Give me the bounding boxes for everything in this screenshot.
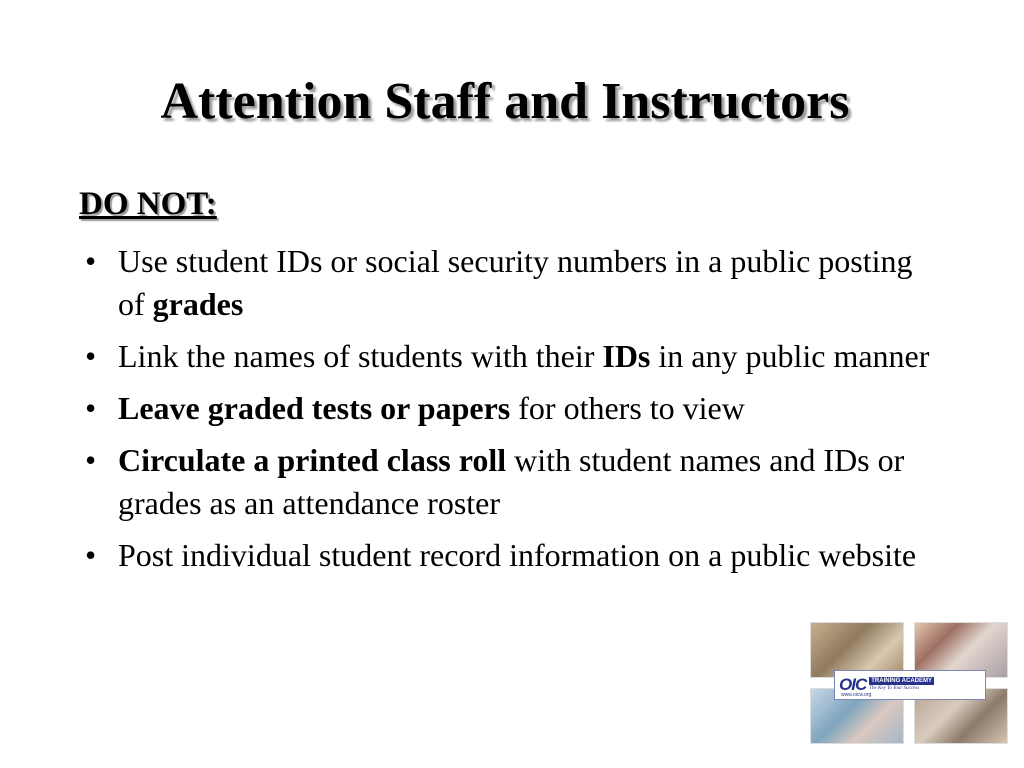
bullet-icon: • <box>85 338 97 374</box>
bullet-icon: • <box>85 442 97 478</box>
bullet-text: Link the names of students with their <box>118 338 603 374</box>
bullet-item <box>79 387 939 430</box>
bullet-icon: • <box>85 390 97 426</box>
oic-brand-text: OIC <box>839 675 867 694</box>
do-not-heading: DO NOT: <box>79 186 217 222</box>
bullet-bold-text: IDs <box>602 338 651 374</box>
oic-badge <box>834 670 986 700</box>
bullet-text: Use student IDs or social security numbers in a public posting of <box>118 243 913 322</box>
bullet-item <box>79 240 939 326</box>
bullet-bold-text: grades <box>152 286 244 322</box>
oic-logo-collage <box>810 622 1010 742</box>
bullet-item <box>79 534 939 577</box>
training-academy-text: TRAINING ACADEMY <box>871 678 933 684</box>
bullet-text: for others to view <box>510 390 745 426</box>
slide-title: Attention Staff and Instructors <box>160 73 850 130</box>
logo-url: www.oicw.org <box>841 692 872 698</box>
bullet-item <box>79 335 939 378</box>
bullet-bold-text: Leave graded tests or papers <box>118 390 511 426</box>
bullet-icon: • <box>85 243 97 279</box>
bullet-text: in any public manner <box>650 338 930 374</box>
bullet-bold-text: Circulate a printed class roll <box>118 442 507 478</box>
bullet-item <box>79 439 939 525</box>
bullet-text: Post individual student record information on a public website <box>118 537 917 573</box>
tagline-text: The Key To Your Success <box>869 686 920 691</box>
bullet-list <box>79 240 939 586</box>
bullet-icon: • <box>85 537 97 573</box>
badge-text <box>869 677 934 693</box>
bullet-text: with student names and IDs or grades as an attendance roster <box>118 442 905 521</box>
